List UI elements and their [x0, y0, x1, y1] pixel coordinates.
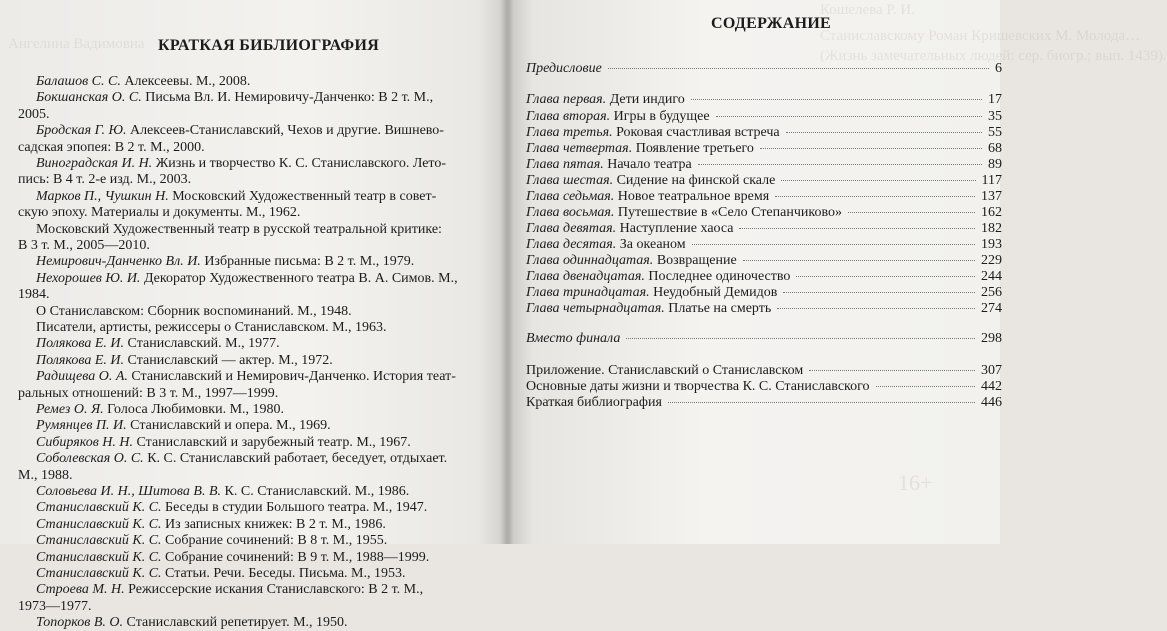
- bibliography-entry: [36, 353, 333, 369]
- bibliography-entry: [36, 189, 436, 205]
- toc-page-number: 35: [988, 109, 1002, 124]
- dot-leader: [848, 212, 975, 213]
- bibliography-entry: [36, 369, 456, 385]
- dot-leader: [626, 338, 975, 339]
- entry-text: Голоса Любимовки. М., 1980.: [103, 402, 285, 417]
- toc-entry-title: Глава четвертая. Появление третьего: [526, 141, 754, 156]
- bibliography-entry: [36, 271, 458, 287]
- bibliography-entry: [36, 74, 250, 90]
- toc-page-number: 229: [981, 253, 1002, 268]
- author-name: Балашов С. С.: [36, 74, 121, 89]
- entry-text: Московский Художественный театр в русской театральной критике:: [36, 221, 442, 237]
- author-name: Соболевская О. С.: [36, 451, 144, 467]
- toc-entry-title: Глава четырнадцатая. Платье на смерть: [526, 301, 772, 316]
- bibliography-entry-continuation: [18, 205, 300, 221]
- dot-leader: [716, 116, 982, 117]
- bibliography-heading: КРАТКАЯ БИБЛИОГРАФИЯ: [158, 37, 380, 54]
- author-name: Станиславский К. С.: [36, 533, 162, 549]
- entry-text: Избранные письма: В 2 т. М., 1979.: [200, 254, 415, 270]
- toc-entry-title: Приложение. Станиславский о Станиславском: [526, 363, 804, 378]
- author-name: Сибиряков Н. Н.: [36, 434, 134, 450]
- author-name: Станиславский К. С.: [36, 500, 162, 516]
- bibliography-entry: [36, 451, 447, 467]
- entry-text: В 3 т. М., 2005—2010.: [18, 238, 150, 253]
- author-name: Станиславский К. С.: [36, 516, 162, 532]
- bibliography-entry: [36, 500, 427, 516]
- toc-entry-title: Вместо финала: [526, 331, 621, 346]
- toc-entry-title: Глава тринадцатая. Неудобный Демидов: [526, 285, 778, 300]
- toc-page-number: 244: [981, 269, 1002, 284]
- toc-entry-title: Глава одиннадцатая. Возвращение: [526, 253, 737, 268]
- toc-entry-title: Глава шестая. Сидение на финской скале: [526, 173, 776, 188]
- author-name: Бокшанская О. С.: [36, 90, 142, 106]
- toc-entry: [526, 362, 1002, 379]
- author-name: Соловьева И. Н., Шитова В. В.: [36, 484, 222, 499]
- bibliography-entry: [36, 533, 387, 549]
- dot-leader: [876, 386, 975, 387]
- toc-entry-title: Краткая библиография: [526, 395, 662, 410]
- entry-text: Московский Художественный театр в совет-: [168, 188, 437, 204]
- bibliography-entry: [36, 435, 411, 451]
- toc-entry: [526, 394, 1002, 411]
- toc-page-number: 193: [981, 237, 1002, 252]
- entry-text: Режиссерские искания Станиславского: В 2 т. М.,: [124, 582, 424, 598]
- dot-leader: [775, 196, 975, 197]
- entry-text: Станиславский — актер. М., 1972.: [124, 352, 333, 368]
- toc-page-number: 182: [981, 221, 1002, 236]
- bibliography-entry: [36, 304, 352, 320]
- dot-leader: [743, 260, 975, 261]
- bibliography-entry-continuation: [18, 599, 92, 615]
- toc-page-number: 442: [981, 379, 1002, 394]
- toc-entry: [526, 60, 1002, 77]
- author-name: Радищева О. А.: [36, 369, 128, 385]
- bibliography-entry: [36, 222, 442, 238]
- toc-entry: [526, 140, 1002, 157]
- bibliography-entry: [36, 484, 409, 500]
- author-name: Нехорошев Ю. И.: [36, 270, 141, 286]
- entry-text: 2005.: [18, 106, 50, 122]
- entry-text: Статьи. Речи. Беседы. Письма. М., 1953.: [161, 566, 406, 581]
- bibliography-entry-continuation: [18, 287, 50, 303]
- entry-text: 1973—1977.: [18, 598, 92, 614]
- right-page: Кошелева Р. И. Станиславскому Роман Кришевских М. Молода… (Жизнь замечательных людей: сер. биогр.; вып. 1439). 16+ СОДЕРЖАНИЕ Предисловие 6 Глава первая. Дети индиго 17 Глава вторая. Игры в будущее 35 Глава третья. Роковая счастливая встреча 55 Глава четвертая. Появление третьего 68 Глава пятая. Начало театра 89 Глава шестая. Сидение на финской скале 117 Глава седьмая. Новое театральное время 137 Глава восьмая. Путешествие в «Село Степанчиково» 162 Глава девятая. Наступление хаоса 182 Глава десятая. За океаном 193 Глава одиннадцатая. Возвращение 229 Глава двенадцатая. Последнее одиночество 244 Глава тринадцатая. Неудобный Демидов 256 Глава четырнадцатая. Платье на смерть 274 Вместо финала 298 Приложение. Станиславский о Станиславском 307 Основные даты жизни и творчества К. С. Станиславского 442 Краткая библиография 446: [508, 0, 1000, 544]
- entry-text: пись: В 4 т. 2-е изд. М., 2003.: [18, 172, 192, 188]
- bibliography-entry: [36, 517, 386, 533]
- bibliography-entry-continuation: [18, 107, 50, 123]
- toc-entry-title: Глава пятая. Начало театра: [526, 157, 692, 172]
- toc-entry: [526, 284, 1002, 301]
- toc-entry-title: Глава восьмая. Путешествие в «Село Степанчиково»: [526, 205, 842, 220]
- toc-entry-title: Основные даты жизни и творчества К. С. Станиславского: [526, 379, 870, 394]
- entry-text: О Станиславском: Сборник воспоминаний. М., 1948.: [36, 303, 352, 319]
- entry-text: скую эпоху. Материалы и документы. М., 1962.: [18, 205, 301, 221]
- author-name: Станиславский К. С.: [36, 566, 162, 581]
- toc-entry: [526, 268, 1002, 285]
- toc-entry: [526, 236, 1002, 253]
- dot-leader: [608, 68, 989, 69]
- dot-leader: [809, 370, 975, 371]
- author-name: Топорков В. О.: [36, 615, 124, 631]
- dot-leader: [760, 148, 982, 149]
- entry-text: Станиславский. М., 1977.: [124, 336, 280, 352]
- toc-entry-title: Глава седьмая. Новое театральное время: [526, 189, 770, 204]
- entry-text: Письма Вл. И. Немировичу-Данченко: В 2 т. М.,: [141, 90, 434, 106]
- book-spine: [500, 0, 514, 544]
- entry-text: Алексеев-Станиславский, Чехов и другие. Вишнево-: [126, 123, 444, 139]
- dot-leader: [783, 292, 975, 293]
- toc-entry: [526, 330, 1002, 347]
- entry-text: ральных отношений: В 3 т. М., 1997—1999.: [18, 385, 279, 401]
- bibliography-entry: [36, 320, 387, 336]
- toc-entry: [526, 252, 1002, 269]
- dot-leader: [777, 308, 975, 309]
- toc-entry: [526, 378, 1002, 395]
- bibliography-entry-continuation: [18, 386, 278, 402]
- bibliography-entry: [36, 254, 414, 270]
- entry-text: Станиславский и зарубежный театр. М., 1967.: [133, 434, 411, 450]
- entry-text: Из записных книжек: В 2 т. М., 1986.: [161, 516, 386, 532]
- dot-leader: [668, 402, 975, 403]
- entry-text: Жизнь и творчество К. С. Станиславского. Лето-: [152, 156, 447, 171]
- toc-page-number: 298: [981, 331, 1002, 346]
- author-name: Виноградская И. Н.: [36, 156, 153, 171]
- toc-entry-title: Глава первая. Дети индиго: [526, 92, 685, 107]
- dot-leader: [698, 164, 982, 165]
- toc-page-number: 6: [995, 61, 1002, 76]
- toc-entry-title: Глава третья. Роковая счастливая встреча: [526, 125, 780, 140]
- dot-leader: [786, 132, 982, 133]
- dot-leader: [739, 228, 975, 229]
- dot-leader: [692, 244, 975, 245]
- bibliography-entry-continuation: [18, 172, 191, 188]
- toc-entry: [526, 188, 1002, 205]
- dot-leader: [796, 276, 975, 277]
- entry-text: садская эпопея: В 2 т. М., 2000.: [18, 139, 205, 155]
- dot-leader: [691, 99, 982, 100]
- entry-text: Декоратор Художественного театра В. А. Симов. М.,: [140, 270, 458, 286]
- toc-entry: [526, 220, 1002, 237]
- author-name: Марков П., Чушкин Н.: [36, 188, 169, 204]
- toc-page-number: 55: [988, 125, 1002, 140]
- bibliography-entry-continuation: [18, 468, 72, 484]
- toc-page-number: 307: [981, 363, 1002, 378]
- author-name: Немирович-Данченко Вл. И.: [36, 254, 201, 270]
- toc-page-number: 137: [981, 189, 1002, 204]
- bibliography-entry: [36, 566, 406, 582]
- toc-page-number: 274: [981, 301, 1002, 316]
- entry-text: Собрание сочинений: В 8 т. М., 1955.: [161, 533, 388, 549]
- bibliography-entry: [36, 156, 446, 172]
- entry-text: М., 1988.: [18, 467, 73, 483]
- toc-page-number: 162: [981, 205, 1002, 220]
- entry-text: 1984.: [18, 287, 50, 303]
- toc-page-number: 68: [988, 141, 1002, 156]
- entry-text: Станиславский репетирует. М., 1950.: [123, 615, 348, 631]
- bibliography-entry-continuation: [18, 140, 205, 156]
- toc-entry: [526, 300, 1002, 317]
- entry-text: Алексеевы. М., 2008.: [120, 74, 251, 89]
- toc-entry-title: Глава вторая. Игры в будущее: [526, 109, 710, 124]
- left-page: Ангелина Вадимовна КРАТКАЯ БИБЛИОГРАФИЯ Балашов С. С. Алексеевы. М., 2008. Бокшанская О. С. Письма Вл. И. Немировичу-Данченко: В 2 т. М., 2005. Бродская Г. Ю. Алексеев-Станиславский, Чехов и другие. Вишнево- садская эпопея: В 2 т. М., 2000. Виноградская И. Н. Жизнь и творчество К. С. Станиславского. Лето- пись: В 4 т. 2-е изд. М., 2003. Марков П., Чушкин Н. Московский Художественный театр в совет- скую эпоху. Материалы и документы. М., 1962. Московский Художественный театр в русской театральной критике: В 3 т. М., 2005—2010. Немирович-Данченко Вл. И. Избранные письма: В 2 т. М., 1979. Нехорошев Ю. И. Декоратор Художественного театра В. А. Симов. М., 1984. О Станиславском: Сборник воспоминаний. М., 1948. Писатели, артисты, режиссеры о Станиславском. М., 1963. Полякова Е. И. Станиславский. М., 1977. Полякова Е. И. Станиславский — актер. М., 1972. Радищева О. А. Станиславский и Немирович-Данченко. История теат- ральных отношений: В 3 т. М., 1997—1999. Ремез О. Я. Голоса Любимовки. М., 1980. Румянцев П. И. Станиславский и опера. М., 1969. Сибиряков Н. Н. Станиславский и зарубежный театр. М., 1967. Соболевская О. С. К. С. Станиславский работает, беседует, отдыхает. М., 1988. Соловьева И. Н., Шитова В. В. К. С. Станиславский. М., 1986. Станиславский К. С. Беседы в студии Большого театра. М., 1947. Станиславский К. С. Из записных книжек: В 2 т. М., 1986. Станиславский К. С. Собрание сочинений: В 8 т. М., 1955. Станиславский К. С. Собрание сочинений: В 9 т. М., 1988—1999. Станиславский К. С. Статьи. Речи. Беседы. Письма. М., 1953. Строева М. Н. Режиссерские искания Станиславского: В 2 т. М., 1973—1977. Топорков В. О. Станиславский репетирует. М., 1950.: [0, 0, 508, 544]
- toc-entry: [526, 124, 1002, 141]
- bibliography-entry: [36, 90, 433, 106]
- entry-text: К. С. Станиславский работает, беседует, отдыхает.: [143, 451, 448, 467]
- contents-heading: СОДЕРЖАНИЕ: [711, 15, 832, 32]
- toc-entry: [526, 108, 1002, 125]
- toc-entry: [526, 91, 1002, 108]
- toc-page-number: 117: [981, 173, 1002, 188]
- author-name: Бродская Г. Ю.: [36, 123, 127, 139]
- bibliography-entry: [36, 123, 444, 139]
- toc-entry-title: Глава десятая. За океаном: [526, 237, 686, 252]
- toc-entry: [526, 204, 1002, 221]
- entry-text: Станиславский и опера. М., 1969.: [126, 418, 331, 434]
- entry-text: К. С. Станиславский. М., 1986.: [221, 484, 410, 499]
- toc-page-number: 446: [981, 395, 1002, 410]
- author-name: Станиславский К. С.: [36, 549, 162, 565]
- dot-leader: [781, 180, 975, 181]
- bibliography-entry: [36, 418, 331, 434]
- author-name: Строева М. Н.: [36, 582, 125, 598]
- toc-entry-title: Глава двенадцатая. Последнее одиночество: [526, 269, 791, 284]
- bibliography-entry-continuation: [18, 238, 150, 254]
- entry-text: Собрание сочинений: В 9 т. М., 1988—1999.: [161, 549, 430, 565]
- bibliography-entry: [36, 336, 280, 352]
- bibliography-entry: [36, 402, 284, 418]
- author-name: Полякова Е. И.: [36, 352, 125, 368]
- bibliography-entry: [36, 582, 423, 598]
- toc-entry-title: Глава девятая. Наступление хаоса: [526, 221, 734, 236]
- entry-text: Писатели, артисты, режиссеры о Станиславском. М., 1963.: [36, 320, 387, 335]
- toc-page-number: 89: [988, 157, 1002, 172]
- author-name: Ремез О. Я.: [36, 402, 104, 417]
- toc-entry: [526, 156, 1002, 173]
- toc-page-number: 256: [981, 285, 1002, 300]
- author-name: Румянцев П. И.: [36, 418, 127, 434]
- toc-page-number: 17: [988, 92, 1002, 107]
- bibliography-entry: [36, 615, 348, 631]
- entry-text: Беседы в студии Большого театра. М., 1947.: [161, 500, 428, 516]
- entry-text: Станиславский и Немирович-Данченко. История теат-: [127, 369, 456, 385]
- toc-entry: [526, 172, 1002, 189]
- author-name: Полякова Е. И.: [36, 336, 125, 352]
- bibliography-entry: [36, 550, 429, 566]
- toc-entry-title: Предисловие: [526, 61, 602, 76]
